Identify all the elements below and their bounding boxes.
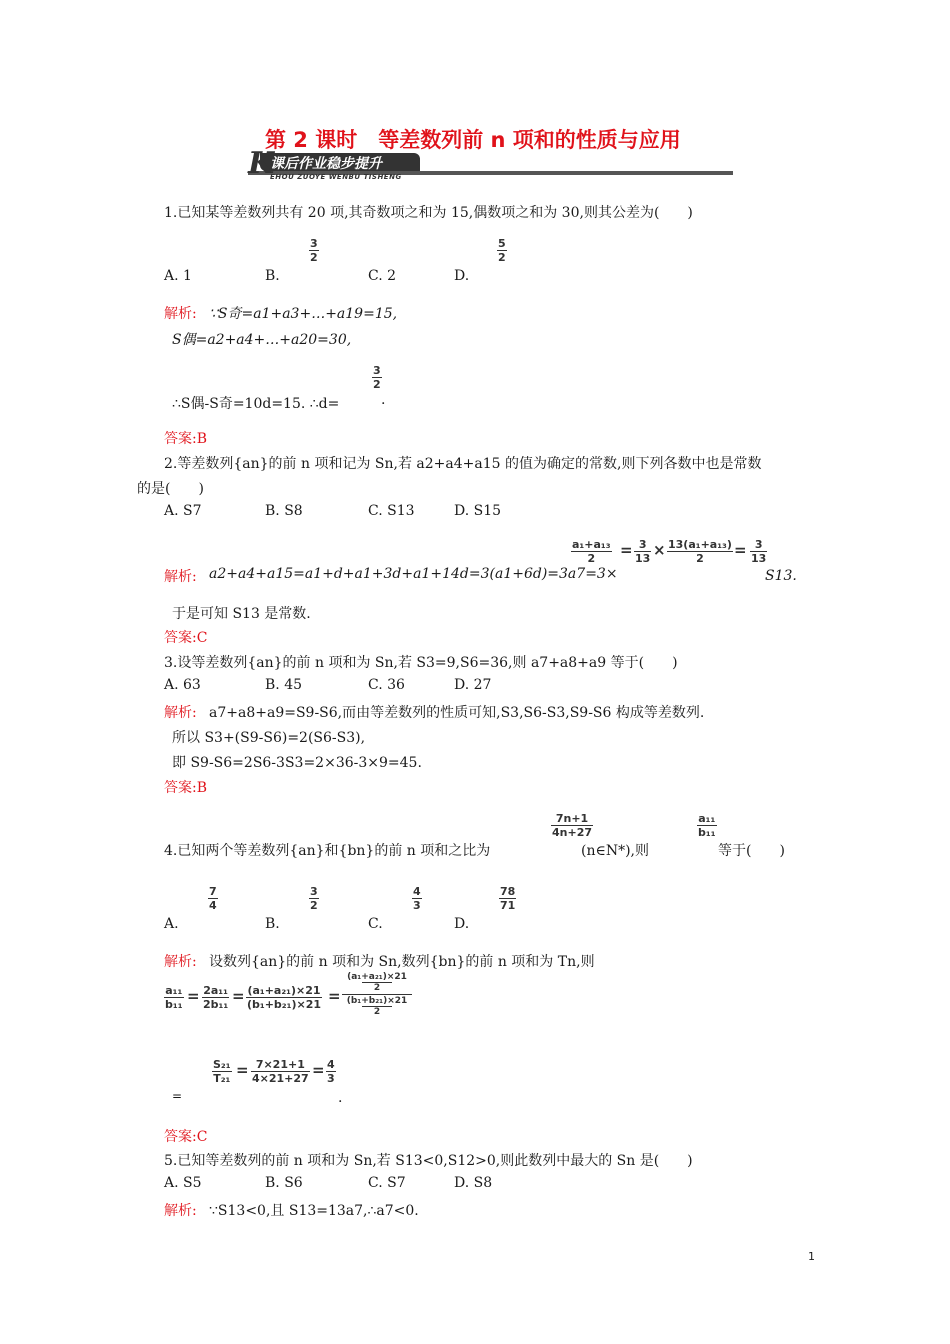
q1-solution-dot: .: [381, 392, 386, 408]
q4-cf-top-two: 2: [362, 982, 392, 993]
q2-formula-frac1: $\frac{\text{a₁+a₁₃}}{2}$: [572, 538, 611, 565]
q4-cf-bot-two: 2: [362, 1006, 392, 1017]
q5-solution-line1: ∵S13<0,且 S13=13a7,∴a7<0.: [209, 1203, 419, 1219]
q5-option-c: C. S7: [368, 1175, 406, 1191]
q5-option-a: A. S5: [164, 1175, 202, 1191]
q3-jiexi-label: 解析:: [164, 705, 197, 721]
q4-formula-row2-eq: =: [172, 1089, 183, 1103]
q2-formula-eq2: =: [734, 541, 747, 559]
page-title: 第 2 课时 等差数列前 n 项和的性质与应用: [265, 128, 681, 152]
q4-formula-eq2: =: [232, 987, 245, 1005]
section-banner: [248, 146, 733, 181]
q1-stem: 1.已知某等差数列共有 20 项,其奇数项之和为 15,偶数项之和为 30,则其公差为( ): [164, 205, 693, 221]
q2-stem-line2: 的是( ): [137, 481, 204, 497]
q1-solution-line2: S偶=a2+a4+…+a20=30,: [172, 332, 352, 348]
q4-formula-eq1: =: [187, 987, 200, 1005]
q5-option-b: B. S6: [265, 1175, 303, 1191]
q4-frac-b: $\frac{3}{2}$: [310, 885, 318, 912]
q4-cf-bot: (b₁+b₂₁)×21: [346, 996, 408, 1006]
q3-option-b: B. 45: [265, 677, 303, 693]
q4-option-d: D.: [454, 916, 470, 932]
q2-option-a: A. S7: [164, 503, 202, 519]
q4-formula-eq4: =: [236, 1061, 249, 1079]
q4-option-a: A.: [164, 916, 179, 932]
q3-stem: 3.设等差数列{an}的前 n 项和为 Sn,若 S3=9,S6=36,则 a7+a8+a9 等于( ): [164, 655, 678, 671]
q2-option-d: D. S15: [454, 503, 502, 519]
q4-solution-line1: 设数列{an}的前 n 项和为 Sn,数列{bn}的前 n 项和为 Tn,则: [209, 954, 595, 970]
q4-frac-d: $\frac{78}{71}$: [500, 885, 516, 912]
q1-option-a: A. 1: [164, 268, 192, 284]
q4-formula-eq5: =: [312, 1061, 325, 1079]
q4-formula-frac5: $\frac{\text{S₂₁}}{\text{T₂₁}}$: [213, 1058, 231, 1085]
q4-formula-frac3: $\frac{\text{(a₁+a₂₁)×21}}{\text{(b₁+b₂₁)×21}}$: [247, 984, 321, 1011]
q2-solution-line1: a2+a4+a15=a1+d+a1+3d+a1+14d=3(a1+6d)=3a7=3×: [209, 566, 618, 582]
q4-formula-frac1: $\frac{\text{a₁₁}}{\text{b₁₁}}$: [165, 984, 183, 1011]
q4-answer: 答案:C: [164, 1129, 208, 1145]
q4-frac-a: $\frac{7}{4}$: [209, 885, 217, 912]
q1-solution-frac: $\frac{3}{2}$: [373, 364, 381, 391]
q4-frac-c: $\frac{4}{3}$: [413, 885, 421, 912]
q1-option-b: B.: [265, 268, 280, 284]
q3-option-d: D. 27: [454, 677, 492, 693]
q5-option-d: D. S8: [454, 1175, 493, 1191]
banner-title: 课后作业稳步提升: [270, 156, 382, 172]
q4-formula-complex-frac: [342, 972, 412, 1017]
q3-option-a: A. 63: [164, 677, 201, 693]
q1-solution-line1: ∵S奇=a1+a3+…+a19=15,: [209, 306, 398, 322]
q2-solution-line2: 于是可知 S13 是常数.: [172, 606, 311, 622]
q3-option-c: C. 36: [368, 677, 405, 693]
q3-answer: 答案:B: [164, 780, 208, 796]
q1-frac-b: $\frac{3}{2}$: [310, 237, 318, 264]
q1-jiexi-label: 解析:: [164, 306, 197, 322]
q4-jiexi-label: 解析:: [164, 954, 197, 970]
q4-stem-frac1: $\frac{7n+1}{4n+27}$: [552, 812, 593, 839]
q2-stem-line1: 2.等差数列{an}的前 n 项和记为 Sn,若 a2+a4+a15 的值为确定的常数,则下列各数中也是常数: [164, 456, 762, 472]
q4-option-b: B.: [265, 916, 280, 932]
q4-formula-eq3: =: [328, 987, 341, 1005]
q4-stem: 4.已知两个等差数列{an}和{bn}的前 n 项和之比为: [164, 843, 491, 859]
q3-solution-line1: a7+a8+a9=S9-S6,而由等差数列的性质可知,S3,S6-S3,S9-S6 构成等差数列.: [209, 705, 705, 721]
q2-formula-frac2: $\frac{3}{13}$: [635, 538, 651, 565]
q2-formula-eq1: =: [620, 541, 633, 559]
q2-formula-frac3: $\frac{\text{13(a₁+a₁₃)}}{2}$: [668, 538, 732, 565]
q1-option-c: C. 2: [368, 268, 397, 284]
q3-solution-line3: 即 S9-S6=2S6-3S3=2×36-3×9=45.: [172, 755, 422, 771]
q4-formula-dot: .: [338, 1090, 343, 1106]
q4-option-c: C.: [368, 916, 383, 932]
q2-solution-tail: S13.: [765, 568, 797, 584]
q4-formula-frac6: $\frac{7\times 21+1}{4\times 21+27}$: [252, 1058, 309, 1085]
q5-stem: 5.已知等差数列的前 n 项和为 Sn,若 S13<0,S12>0,则此数列中最大的 Sn 是( ): [164, 1153, 693, 1169]
q5-jiexi-label: 解析:: [164, 1203, 197, 1219]
q3-solution-line2: 所以 S3+(S9-S6)=2(S6-S3),: [172, 730, 366, 746]
q4-stem-end: 等于( ): [718, 843, 785, 859]
q4-formula-frac2: $\frac{\text{2a₁₁}}{\text{2b₁₁}}$: [203, 984, 229, 1011]
q2-formula-times: ×: [653, 541, 666, 559]
q2-option-c: C. S13: [368, 503, 415, 519]
q4-stem-frac2: $\frac{\text{a₁₁}}{\text{b₁₁}}$: [698, 812, 716, 839]
q4-cf-top: (a₁+a₂₁)×21: [347, 972, 407, 982]
q4-stem-middle: (n∈N*),则: [581, 843, 650, 859]
q1-solution-line3: ∴S偶-S奇=10d=15. ∴d=: [172, 396, 340, 412]
page-number: 1: [808, 1250, 815, 1263]
q1-option-d: D.: [454, 268, 470, 284]
q1-frac-d: $\frac{5}{2}$: [498, 237, 506, 264]
q2-jiexi-label: 解析:: [164, 569, 197, 585]
q1-answer: 答案:B: [164, 431, 208, 447]
q4-formula-frac7: $\frac{4}{3}$: [327, 1058, 335, 1085]
q2-option-b: B. S8: [265, 503, 303, 519]
q2-answer: 答案:C: [164, 630, 208, 646]
q2-formula-frac4: $\frac{3}{13}$: [751, 538, 767, 565]
banner-subtitle: EHOU ZUOYE WENBU TISHENG: [270, 173, 402, 181]
banner-k-logo: K: [248, 146, 275, 181]
